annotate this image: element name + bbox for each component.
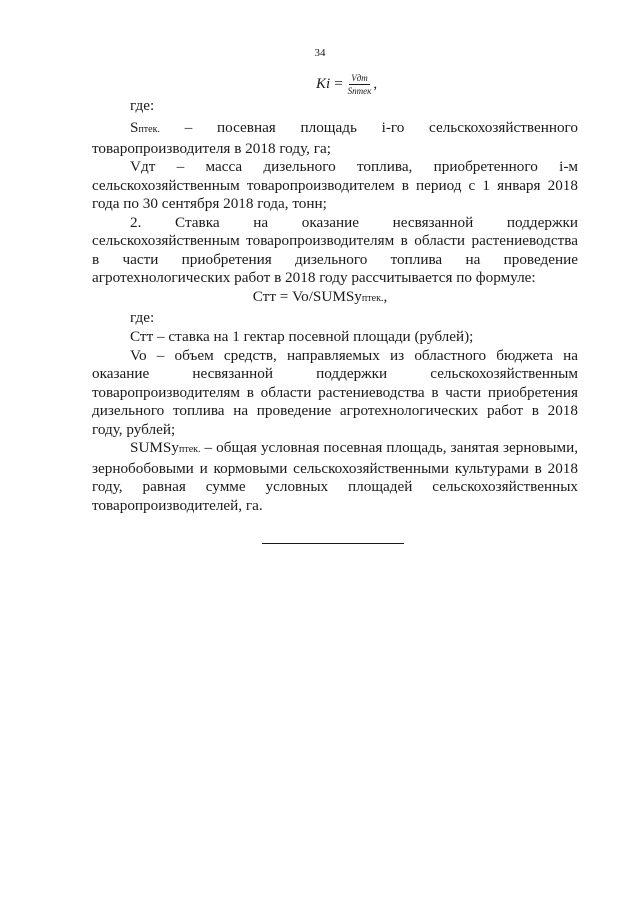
where-label-2: где: bbox=[130, 309, 155, 326]
formula-ctt-comma: , bbox=[383, 288, 388, 305]
definition-s-symbol: S bbox=[130, 119, 139, 136]
definition-v-paragraph bbox=[92, 158, 578, 214]
definitions-block-2 bbox=[92, 328, 578, 515]
formula-ki-numerator: Vдт bbox=[351, 73, 368, 83]
page-number: 34 bbox=[314, 47, 326, 59]
definition-sum-symbol: SUMSу bbox=[130, 439, 179, 456]
formula-ki bbox=[316, 72, 377, 97]
definition-s-paragraph bbox=[92, 119, 578, 158]
definition-ctt-paragraph: Стт – ставка на 1 гектар посевной площади (рублей); bbox=[130, 328, 474, 345]
definition-v-text: – масса дизельного топлива, приобретенного i-м сельскохозяйственным товаропроизводителем в период с 1 января 2018 года по 30 сентября 2018 года, тонн; bbox=[92, 158, 578, 212]
formula-ki-equals: = bbox=[334, 76, 343, 92]
formula-ki-lhs: Ki bbox=[316, 76, 331, 92]
end-divider-line bbox=[262, 543, 404, 544]
formula-ki-denominator: Sптек bbox=[347, 86, 372, 96]
formula-ki-comma: , bbox=[373, 76, 378, 92]
item-2-paragraph: 2. Ставка на оказание несвязанной поддержки сельскохозяйственным товаропроизводителям в области растениеводства в части приобретения дизельного топлива на проведение агротехнологических работ в 2018 году рассчитывается по формуле: bbox=[92, 213, 578, 286]
definition-sum-paragraph bbox=[92, 439, 578, 515]
formula-ctt-main: Стт = Vo/SUMSу bbox=[252, 288, 362, 305]
definitions-block-1 bbox=[92, 119, 578, 288]
definition-vo-paragraph: Vo – объем средств, направляемых из областного бюджета на оказание несвязанной поддержки сельскохозяйственным товаропроизводителям в области растениеводства в части приобретения дизельного топлива на проведение агротехнологических работ в 2018 году, рублей; bbox=[92, 346, 578, 438]
formula-ki-fraction bbox=[348, 72, 372, 97]
formula-ctt-subscript: птек. bbox=[361, 293, 384, 304]
definition-sum-subscript: птек. bbox=[178, 444, 201, 455]
where-label-1: где: bbox=[130, 97, 155, 114]
definition-v-symbol: Vдт bbox=[130, 158, 156, 175]
definition-sum-text: – общая условная посевная площадь, занятая зерновыми, зернобобовыми и кормовыми сельскохозяйственными культурами в 2018 году, равная сумме условных площадей сельскохозяйственных товаропроизводителей, га. bbox=[92, 439, 578, 514]
formula-ctt bbox=[0, 288, 640, 306]
definition-s-text: – посевная площадь i-го сельскохозяйственного товаропроизводителя в 2018 году, га; bbox=[92, 119, 578, 157]
definition-s-subscript: птек. bbox=[138, 124, 160, 135]
